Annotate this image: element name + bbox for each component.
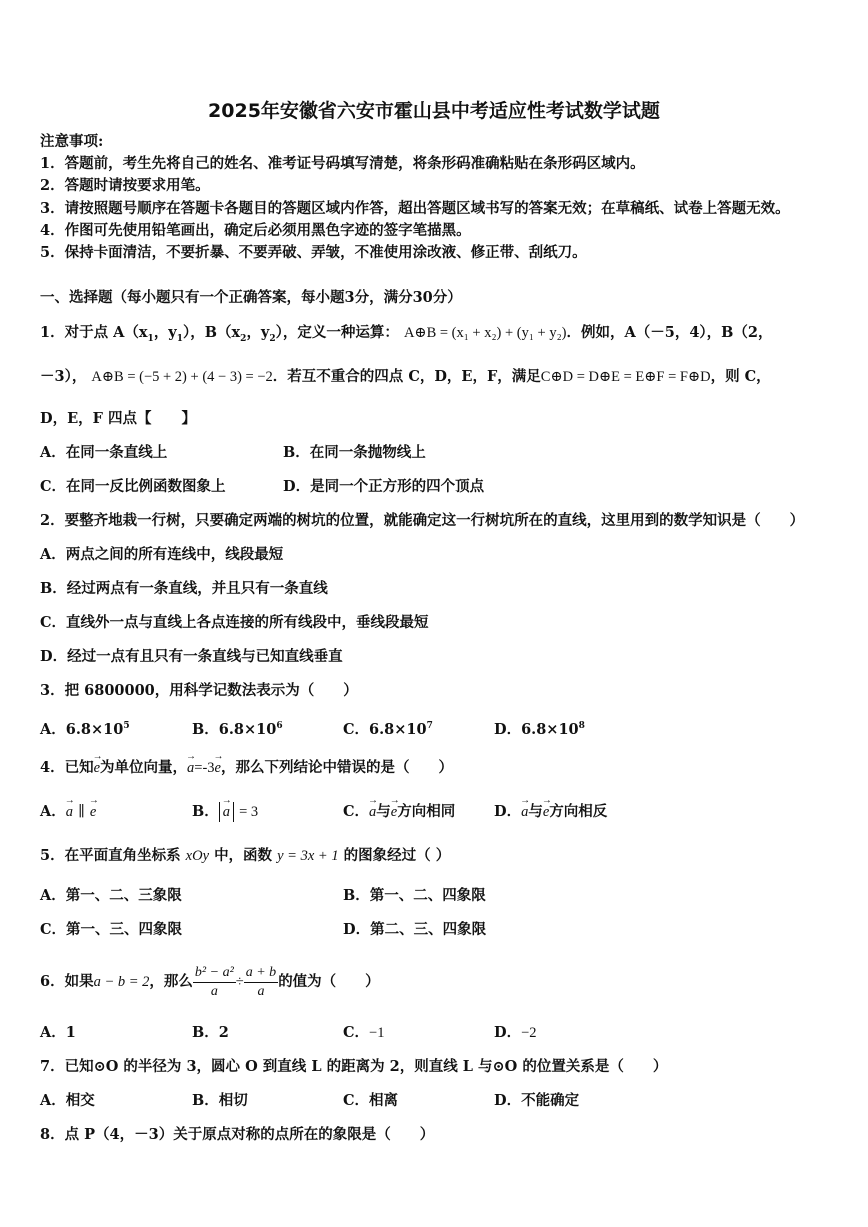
- vector-e: → e: [94, 758, 100, 778]
- q1-condition: C⊕D = D⊕E = E⊕F = F⊕D: [540, 369, 711, 385]
- q1-option-c: C．在同一反比例函数图象上: [40, 478, 226, 495]
- q7-option-c: C．相离: [343, 1092, 399, 1109]
- q4-option-a: A．→ a ∥ → e: [40, 802, 96, 822]
- notice-item-2: 2．答题时请按要求用笔。: [40, 177, 210, 194]
- q7-option-a: A．相交: [40, 1092, 95, 1109]
- q4-stem: 4．已知→ e为单位向量，→ a=-3→ e，那么下列结论中错误的是（ ）: [40, 758, 453, 778]
- q5-stem: 5．在平面直角坐标系 xOy 中，函数 y = 3x + 1 的图象经过（ ）: [40, 847, 451, 864]
- q5-option-b: B．第一、二、四象限: [343, 887, 486, 904]
- q1-line3: D，E，F 四点【 】: [40, 410, 196, 427]
- q2-stem: 2．要整齐地栽一行树，只要确定两端的树坑的位置，就能确定这一行树坑所在的直线，这里用到的数学知识是（ ）: [40, 512, 805, 529]
- q4-option-b: B．→ a = 3: [192, 802, 258, 822]
- q1-line2: －3）， A⊕B = (−5 + 2) + (4 − 3) = −2．若互不重合的四点 C，D，E，F，满足C⊕D = D⊕E = E⊕F = F⊕D，则 C，: [40, 368, 771, 385]
- q4-option-d: D．→ a与→ e方向相反: [494, 802, 607, 822]
- notice-item-1: 1．答题前，考生先将自己的姓名、准考证号码填写清楚，将条形码准确粘贴在条形码区域内。: [40, 155, 645, 172]
- section-heading: 一、选择题（每小题只有一个正确答案，每小题3分，满分30分）: [40, 289, 462, 306]
- q1-example: A⊕B = (−5 + 2) + (4 − 3) = −2: [91, 369, 273, 385]
- q6-option-a: A．1: [40, 1024, 76, 1041]
- q1-option-d: D．是同一个正方形的四个顶点: [283, 478, 485, 495]
- q7-option-b: B．相切: [192, 1092, 248, 1109]
- q3-option-b: B．$6.8\times 10^6$: [192, 720, 283, 738]
- vector-e: → e: [215, 758, 221, 778]
- q8-stem: 8．点 P（4，－3）关于原点对称的点所在的象限是（ ）: [40, 1126, 435, 1143]
- q3-option-a: A．$6.8\times 10^5$: [40, 720, 130, 738]
- q7-option-d: D．不能确定: [494, 1092, 580, 1109]
- q4-option-c: C．→ a与→ e方向相同: [343, 802, 455, 822]
- q2-option-b: B．经过两点有一条直线，并且只有一条直线: [40, 580, 328, 597]
- q6-fraction-1: $\frac{\text{b² − a²}}{a}$: [194, 964, 234, 999]
- notice-item-4: 4．作图可先使用铅笔画出，确定后必须用黑色字迹的签字笔描黑。: [40, 222, 471, 239]
- q2-option-c: C．直线外一点与直线上各点连接的所有线段中，垂线段最短: [40, 614, 429, 631]
- q6-stem: 6．如果a − b = 2，那么 $\frac{\text{b² − a²}}{a}$ ÷ $\frac{a + b}{a}$ 的值为（ ）: [40, 964, 380, 999]
- q6-fraction-2: $\frac{a + b}{a}$: [245, 964, 277, 999]
- q2-option-d: D．经过一点有且只有一条直线与已知直线垂直: [40, 648, 343, 665]
- q1-line1: 1．对于点 $A(x_1$，$y_1$），$B(x_2$，$y_2$），定义一种运算： A⊕B = (x₁ + x₂) + (y₁ + y₂)．例如，A（－5，4），B（2，: [40, 324, 773, 344]
- q3-option-c: C．$6.8\times 10^7$: [343, 720, 433, 738]
- q3-stem: 3．把 6800000，用科学记数法表示为（ ）: [40, 682, 358, 699]
- q5-option-a: A．第一、二、三象限: [40, 887, 182, 904]
- notice-heading: 注意事项:: [40, 133, 104, 150]
- q6-option-b: B．2: [192, 1024, 229, 1041]
- q2-option-a: A．两点之间的所有连线中，线段最短: [40, 546, 284, 563]
- page-title: 2025年安徽省六安市霍山县中考适应性考试数学试题: [208, 100, 660, 122]
- q6-option-c: C．−1: [343, 1024, 385, 1041]
- q6-option-d: D．−2: [494, 1024, 537, 1041]
- q7-stem: 7．已知⊙O 的半径为 3，圆心 O 到直线 L 的距离为 2，则直线 L 与⊙O 的位置关系是（ ）: [40, 1058, 668, 1075]
- q1-option-b: B．在同一条抛物线上: [283, 444, 426, 461]
- q1-formula: A⊕B = (x₁ + x₂) + (y₁ + y₂): [403, 325, 567, 341]
- q1-option-a: A．在同一条直线上: [40, 444, 168, 461]
- q5-option-d: D．第二、三、四象限: [343, 921, 487, 938]
- notice-item-5: 5．保持卡面清洁，不要折暴、不要弄破、弄皱，不准使用涂改液、修正带、刮纸刀。: [40, 244, 587, 261]
- vector-a: → a: [187, 758, 194, 778]
- q3-option-d: D．$6.8\times 10^8$: [494, 720, 585, 738]
- notice-item-3: 3．请按照题号顺序在答题卡各题目的答题区域内作答，超出答题区域书写的答案无效；在草稿纸、试卷上答题无效。: [40, 200, 790, 217]
- q5-option-c: C．第一、三、四象限: [40, 921, 183, 938]
